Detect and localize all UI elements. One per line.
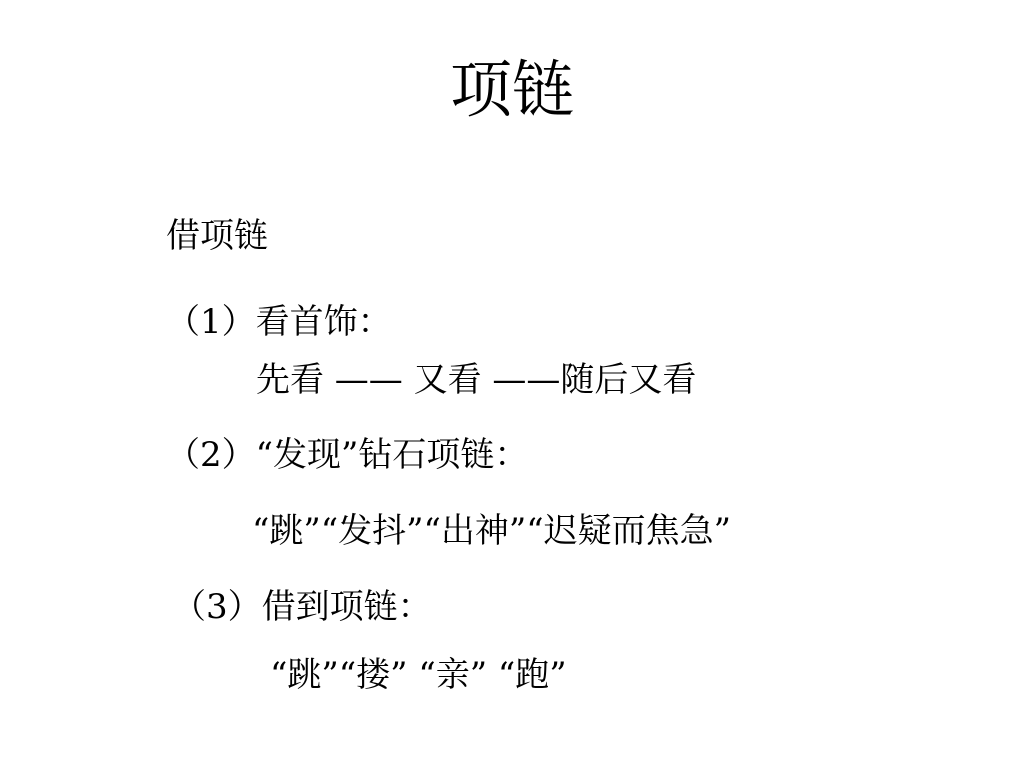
point-3-heading: （3）借到项链： (172, 587, 432, 627)
point-2-detail: “跳”“发抖”“出神”“迟疑而焦急” (252, 511, 732, 551)
point-1-heading: （1）看首饰： (166, 302, 392, 342)
slide-title: 项链 (449, 53, 574, 126)
point-1-detail: 先看 —— 又看 ——随后又看 (256, 360, 697, 400)
point-3-detail: “跳”“搂” “亲” “跑” (270, 655, 567, 695)
point-2-heading: （2）“发现”钻石项链： (166, 435, 529, 475)
section-subtitle: 借项链 (166, 216, 268, 256)
